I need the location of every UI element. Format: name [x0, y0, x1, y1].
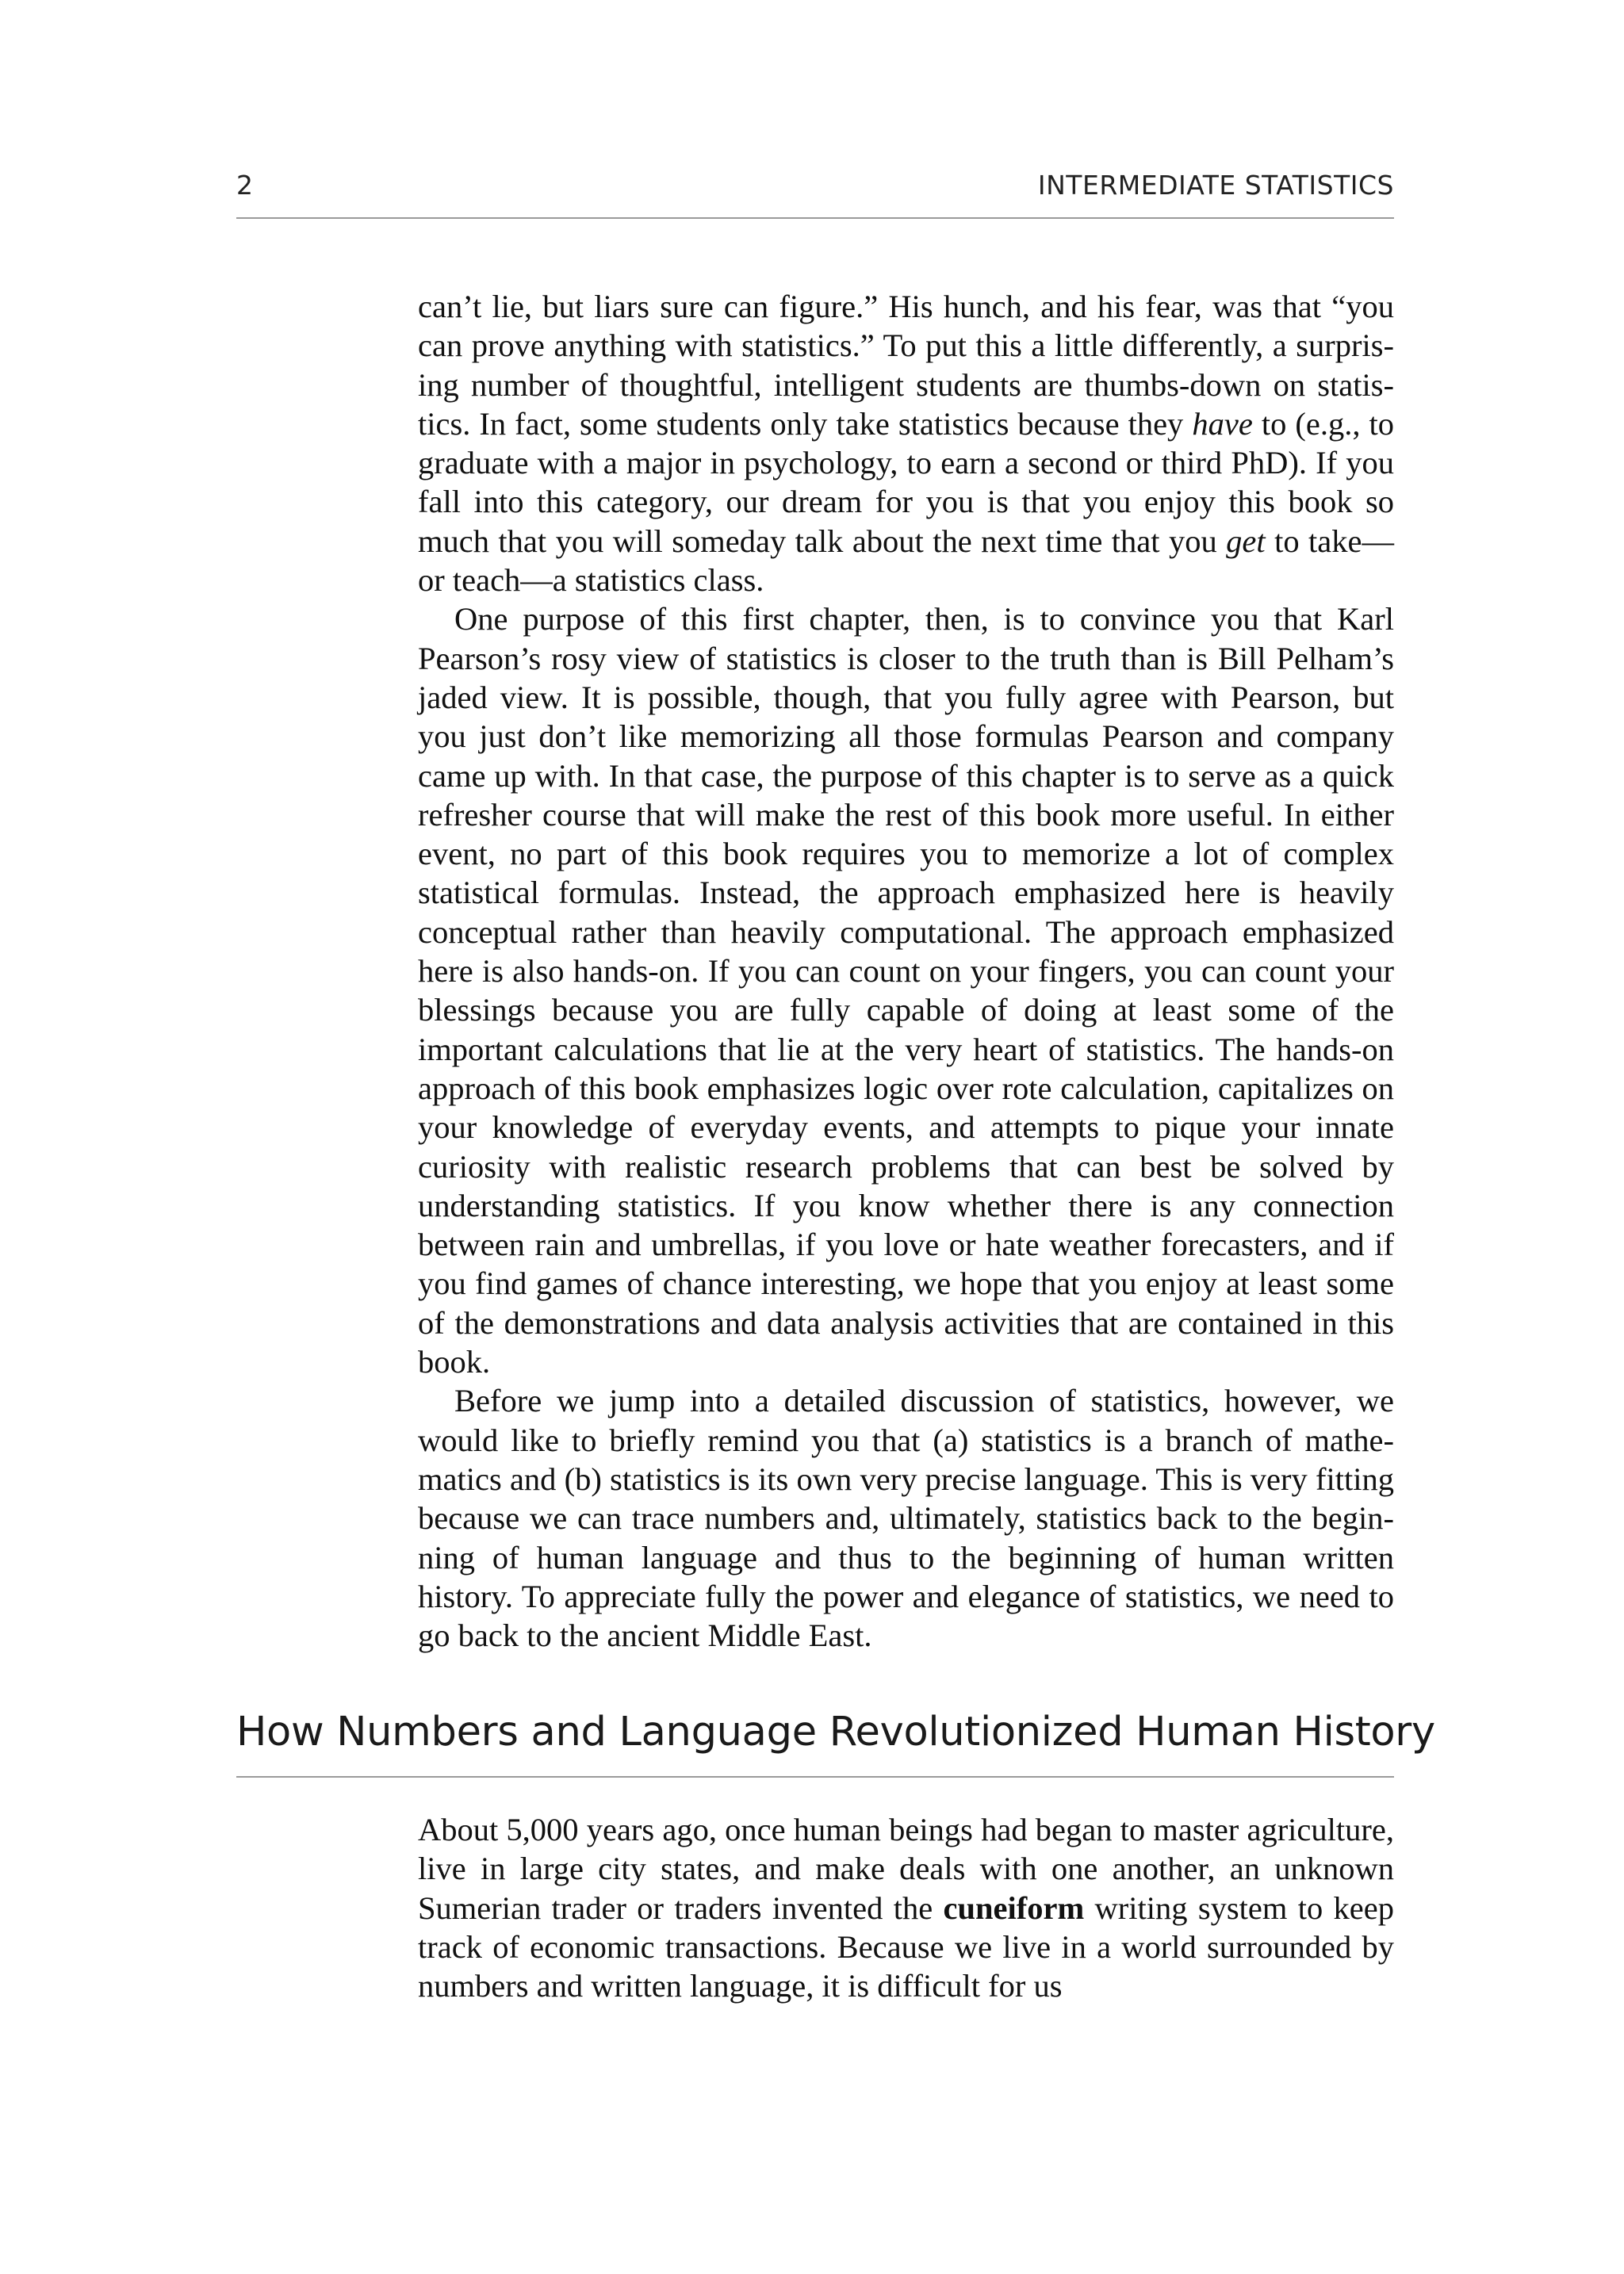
- paragraph: [418, 1810, 1394, 2005]
- page-number: 2: [236, 170, 254, 201]
- section-body-text: [418, 1810, 1394, 2005]
- body-text: [418, 287, 1394, 1655]
- emphasis-have: have: [1192, 405, 1253, 442]
- running-head: [236, 170, 1394, 217]
- text-run: writing system to keep track of economic transactions. Because we live in a world surrounded by numbers and written language, it is difficult for us: [418, 1889, 1394, 2004]
- text-run: can’t lie, but liars sure can figure.” His hunch, and his fear, was that “you can prove anything with statistics.” To put this a little differently, a surprising number of thoughtful, intelligent students are thumbs-down on statistics. In fact, some students only take statistics because they: [418, 289, 1394, 442]
- running-title: INTERMEDIATE STATISTICS: [1037, 170, 1394, 201]
- paragraph-continued: [418, 287, 1394, 599]
- paragraph: Before we jump into a detailed discussion of statistics, however, we would like to briefly remind you that (a) statistics is a branch of mathematics and (b) statistics is its own very precise language. This is very fitting because we can trace numbers and, ultimately, statistics back to the beginning of human language and thus to the beginning of human written history. To appreciate fully the power and elegance of statistics, we need to go back to the ancient Middle East.: [418, 1383, 1394, 1654]
- section-heading: How Numbers and Language Revolutionized Human History: [236, 1709, 1435, 1755]
- text-run: to take—or teach—a statistics class.: [418, 523, 1394, 599]
- header-rule: [236, 217, 1394, 219]
- emphasis-get: get: [1226, 523, 1266, 559]
- term-cuneiform: cuneiform: [943, 1889, 1085, 1926]
- text-run: About 5,000 years ago, once human beings had began to master agriculture, live in large city states, and make deals with one another, an unknown Sumerian trader or traders invented the: [418, 1812, 1394, 1926]
- text-run: to (e.g., to graduate with a major in psychology, to earn a second or third PhD). If you fall into this category, our dream for you is that you enjoy this book so much that you will someday talk about the next time that you: [418, 405, 1394, 559]
- section-rule: [236, 1776, 1394, 1778]
- paragraph: One purpose of this first chapter, then, is to convince you that Karl Pearson’s rosy view of statistics is closer to the truth than is Bill Pelham’s jaded view. It is possible, though, that you fully agree with Pearson, but you just don’t like memorizing all those formulas Pearson and company came up with. In that case, the purpose of this chapter is to serve as a quick refresher course that will make the rest of this book more useful. In either event, no part of this book requires you to memorize a lot of complex statistical formulas. Instead, the approach emphasized here is heavily conceptual rather than heavily computational. The approach emphasized here is also hands-on. If you can count on your fingers, you can count your blessings because you are fully capable of doing at least some of the important calculations that lie at the very heart of statistics. The hands-on approach of this book emphasizes logic over rote calculation, capitalizes on your knowledge of everyday events, and attempts to pique your innate curiosity with realistic research problems that can best be solved by understanding statistics. If you know whether there is any connection between rain and umbrellas, if you love or hate weather forecasters, and if you find games of chance interesting, we hope that you enjoy at least some of the demonstrations and data analysis activities that are contained in this book.: [418, 601, 1394, 1380]
